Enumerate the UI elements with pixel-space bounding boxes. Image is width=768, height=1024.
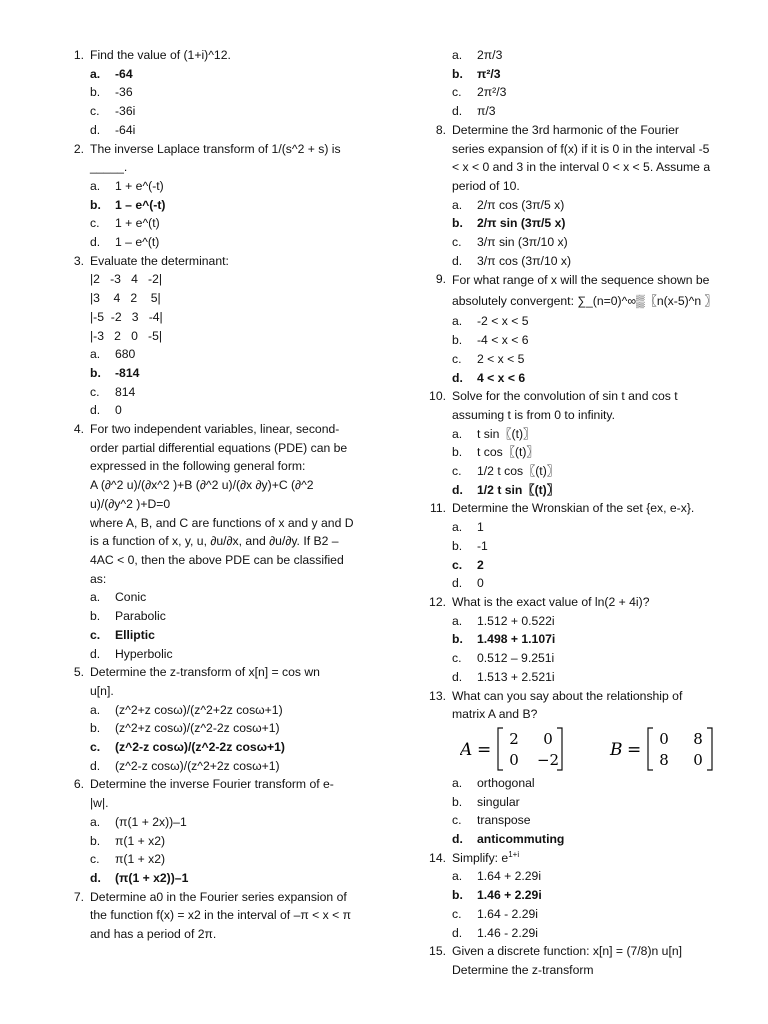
matrix-cell: 8 bbox=[659, 750, 669, 769]
answer-options bbox=[62, 813, 362, 888]
option-text: 3/π cos (3π/10 x) bbox=[477, 253, 572, 268]
answer-option bbox=[90, 869, 362, 888]
option-label: d. bbox=[452, 925, 463, 940]
option-text: -64i bbox=[115, 122, 136, 137]
option-label: d. bbox=[452, 253, 463, 268]
answer-option bbox=[452, 668, 724, 687]
question-line: the function f(x) = x2 in the interval of –π < x < π bbox=[90, 908, 352, 923]
question-line: 4AC < 0, then the above PDE can be classified bbox=[90, 552, 344, 567]
question-line: assuming t is from 0 to infinity. bbox=[452, 407, 616, 422]
answer-option bbox=[90, 757, 362, 776]
question-text bbox=[90, 663, 362, 700]
answer-option bbox=[452, 630, 724, 649]
option-text: 1 bbox=[477, 520, 484, 535]
option-label: d. bbox=[452, 576, 463, 591]
question bbox=[424, 687, 724, 724]
option-text: Parabolic bbox=[115, 609, 166, 624]
option-text: orthogonal bbox=[477, 775, 535, 790]
question-line: A (∂^2 u)/(∂x^2 )+B (∂^2 u)/(∂x ∂y)+C (∂^2 bbox=[90, 478, 314, 493]
answer-option bbox=[452, 886, 724, 905]
option-label: b. bbox=[452, 66, 463, 81]
answer-options bbox=[62, 65, 362, 140]
matrix-name: A bbox=[460, 739, 473, 760]
answer-option bbox=[452, 233, 724, 252]
option-text: (z^2-z cos⁡ω)/(z^2+2z cos⁡ω+1) bbox=[115, 758, 280, 773]
option-label: c. bbox=[452, 464, 462, 479]
option-label: b. bbox=[90, 833, 101, 848]
answer-option bbox=[90, 626, 362, 645]
answer-option bbox=[90, 813, 362, 832]
answer-option bbox=[452, 425, 724, 444]
option-text: (z^2+z cos⁡ω)/(z^2-2z cos⁡ω+1) bbox=[115, 721, 280, 736]
question bbox=[62, 775, 362, 812]
question bbox=[62, 663, 362, 700]
option-text: singular bbox=[477, 794, 520, 809]
option-label: b. bbox=[452, 333, 463, 348]
option-text: -4 < x < 6 bbox=[477, 333, 529, 348]
option-text: 4 < x < 6 bbox=[477, 370, 526, 385]
answer-options bbox=[424, 518, 724, 593]
question-number: 8. bbox=[435, 122, 446, 137]
option-text: -64 bbox=[115, 66, 133, 81]
answer-option bbox=[90, 364, 362, 383]
option-label: b. bbox=[452, 538, 463, 553]
matrix-cell: 0 bbox=[509, 750, 519, 769]
option-label: d. bbox=[452, 370, 463, 385]
question-text bbox=[452, 499, 724, 518]
option-text: 1.513 + 2.521i bbox=[477, 669, 555, 684]
question bbox=[424, 270, 724, 312]
option-text: 1.46 + 2.29i bbox=[477, 888, 542, 903]
option-text: 1 – e^(t) bbox=[115, 235, 160, 250]
option-text: 1.512 + 0.522i bbox=[477, 613, 555, 628]
answer-options bbox=[424, 196, 724, 271]
answer-options bbox=[62, 345, 362, 420]
option-text: (z^2-z cos⁡ω)/(z^2-2z cos⁡ω+1) bbox=[115, 740, 285, 755]
question-line: is a function of x, y, u, ∂u/∂x, and ∂u/∂y. If B2 – bbox=[90, 534, 339, 549]
question-line: Determine the z-transform bbox=[452, 962, 594, 977]
question-text bbox=[452, 942, 724, 979]
question-number: 3. bbox=[73, 253, 84, 268]
option-label: d. bbox=[452, 669, 463, 684]
answer-option bbox=[90, 214, 362, 233]
option-label: a. bbox=[90, 702, 101, 717]
answer-option bbox=[90, 65, 362, 84]
option-label: a. bbox=[452, 520, 463, 535]
answer-option bbox=[452, 649, 724, 668]
option-text: 1.498 + 1.107i bbox=[477, 632, 556, 647]
option-text: 1/2 t sin⁡〖(t)〗 bbox=[477, 482, 559, 497]
question-line: Given a discrete function: x[n] = (7/8)n u[n] bbox=[452, 944, 682, 959]
matrix-cell: 0 bbox=[693, 750, 703, 769]
option-label: a. bbox=[90, 178, 101, 193]
option-text: π²/3 bbox=[477, 66, 501, 81]
option-label: a. bbox=[452, 314, 463, 329]
option-text: Conic bbox=[115, 590, 147, 605]
question-line-base: Simplify: e bbox=[452, 850, 509, 865]
answer-option bbox=[452, 462, 724, 481]
option-label: b. bbox=[90, 85, 101, 100]
answer-option bbox=[452, 65, 724, 84]
question-line: For what range of x will the sequence shown be bbox=[452, 273, 710, 288]
matrix-cell: 0 bbox=[659, 729, 669, 748]
answer-options bbox=[62, 701, 362, 776]
question-text bbox=[452, 849, 724, 868]
question-number: 12. bbox=[429, 594, 446, 609]
option-label: d. bbox=[90, 870, 101, 885]
question-line: Evaluate the determinant: bbox=[90, 253, 229, 268]
option-text: -36i bbox=[115, 104, 136, 119]
question-number: 1. bbox=[73, 48, 84, 62]
matrix-bracket-left bbox=[648, 728, 653, 770]
question-line: _____. bbox=[90, 160, 128, 175]
question-line: expressed in the following general form: bbox=[90, 459, 306, 474]
answer-options bbox=[62, 177, 362, 252]
option-text: 3/π sin (3π/10 x) bbox=[477, 235, 568, 250]
question-line: |-5 -2 3 -4| bbox=[90, 309, 163, 324]
option-text: 0 bbox=[477, 576, 484, 591]
question-text bbox=[90, 775, 362, 812]
option-text: π(1 + x2) bbox=[115, 852, 166, 867]
answer-option bbox=[452, 867, 724, 886]
answer-option bbox=[90, 719, 362, 738]
question-line: matrix A and B? bbox=[452, 707, 538, 722]
answer-option bbox=[90, 738, 362, 757]
question-text bbox=[90, 888, 362, 944]
option-label: c. bbox=[452, 906, 462, 921]
question-line: < x < 0 and 3 in the interval 0 < x < 5. Assume a bbox=[452, 160, 711, 175]
question-text bbox=[452, 121, 724, 196]
option-label: a. bbox=[452, 48, 463, 62]
option-label: a. bbox=[452, 775, 463, 790]
right-column bbox=[424, 46, 724, 980]
answer-option bbox=[452, 46, 724, 65]
option-text: Elliptic bbox=[115, 627, 155, 642]
answer-option bbox=[452, 518, 724, 537]
option-text: 2π²/3 bbox=[477, 85, 507, 100]
answer-option bbox=[90, 177, 362, 196]
option-label: d. bbox=[90, 403, 101, 418]
answer-option bbox=[90, 233, 362, 252]
question bbox=[424, 499, 724, 518]
question-line: |w|. bbox=[90, 796, 109, 811]
question-line: series expansion of f(x) if it is 0 in the interval -5 bbox=[452, 141, 710, 156]
question bbox=[62, 46, 362, 65]
answer-option bbox=[452, 331, 724, 350]
question bbox=[62, 420, 362, 588]
answer-option bbox=[452, 369, 724, 388]
question-text bbox=[452, 687, 724, 724]
superscript: 1+i bbox=[508, 849, 520, 859]
answer-option bbox=[452, 312, 724, 331]
option-text: 1.64 + 2.29i bbox=[477, 869, 542, 884]
option-text: 2/π sin (3π/5 x) bbox=[477, 216, 566, 231]
question bbox=[424, 849, 724, 868]
question-number: 10. bbox=[429, 389, 446, 404]
question bbox=[424, 387, 724, 424]
question-number: 5. bbox=[73, 665, 84, 680]
answer-option bbox=[452, 350, 724, 369]
option-label: b. bbox=[452, 888, 463, 903]
option-label: c. bbox=[452, 85, 462, 100]
option-label: c. bbox=[452, 557, 463, 572]
answer-option bbox=[452, 537, 724, 556]
option-label: b. bbox=[452, 445, 463, 460]
option-text: 0.512 – 9.251i bbox=[477, 651, 555, 666]
option-label: c. bbox=[90, 216, 100, 231]
question-line: Determine the z-transform of x[n] = cos wn bbox=[90, 665, 320, 680]
option-text: t cos⁡〖(t)〗 bbox=[477, 445, 539, 460]
question-line: and has a period of 2π. bbox=[90, 927, 217, 942]
answer-option bbox=[452, 612, 724, 631]
left-column bbox=[62, 46, 362, 944]
answer-option bbox=[90, 850, 362, 869]
option-label: d. bbox=[452, 832, 463, 847]
question bbox=[424, 121, 724, 196]
question-line: Determine the Wronskian of the set {ex, e-x}. bbox=[452, 501, 695, 516]
option-text: π(1 + x2) bbox=[115, 833, 166, 848]
option-text: -2 < x < 5 bbox=[477, 314, 529, 329]
option-text: -36 bbox=[115, 85, 133, 100]
option-label: d. bbox=[452, 482, 463, 497]
answer-option bbox=[452, 83, 724, 102]
question-line: The inverse Laplace transform of 1/(s^2 + s) is bbox=[90, 141, 341, 156]
option-text: 680 bbox=[115, 347, 136, 362]
answer-option bbox=[452, 102, 724, 121]
option-label: c. bbox=[90, 627, 101, 642]
option-text: 1.64 - 2.29i bbox=[477, 906, 538, 921]
option-text: (π(1 + 2x))–1 bbox=[115, 814, 187, 829]
matrix-cell: 0 bbox=[543, 729, 553, 748]
option-text: 2 < x < 5 bbox=[477, 351, 525, 366]
option-label: a. bbox=[452, 869, 463, 884]
question-line: |-3 2 0 -5| bbox=[90, 328, 163, 343]
option-label: b. bbox=[90, 197, 101, 212]
question bbox=[62, 252, 362, 346]
question-line: u)/(∂y^2 )+D=0 bbox=[90, 496, 171, 511]
answer-option bbox=[452, 252, 724, 271]
option-text: 1.46 - 2.29i bbox=[477, 925, 538, 940]
answer-option bbox=[452, 774, 724, 793]
equals-sign: = bbox=[627, 739, 642, 760]
question-text bbox=[452, 270, 724, 312]
question-text bbox=[452, 593, 724, 612]
option-label: c. bbox=[90, 852, 100, 867]
answer-options bbox=[424, 425, 724, 500]
question-number: 11. bbox=[429, 501, 446, 516]
answer-option bbox=[90, 645, 362, 664]
question-number: 4. bbox=[73, 422, 84, 437]
matrix-bracket-right bbox=[707, 728, 712, 770]
answer-options bbox=[424, 612, 724, 687]
answer-options bbox=[62, 588, 362, 663]
option-label: a. bbox=[90, 347, 101, 362]
question-line: u[n]. bbox=[90, 683, 114, 698]
option-label: c. bbox=[90, 740, 101, 755]
option-label: c. bbox=[90, 104, 100, 119]
option-label: b. bbox=[90, 609, 101, 624]
question-line: What is the exact value of ln(2 + 4i)? bbox=[452, 594, 650, 609]
question-line: |2 -3 4 -2| bbox=[90, 272, 163, 287]
question-line: Solve for the convolution of sin t and cos t bbox=[452, 389, 678, 404]
answer-option bbox=[452, 924, 724, 943]
question bbox=[424, 593, 724, 612]
matrix-cell: 8 bbox=[693, 729, 703, 748]
question-text bbox=[90, 420, 362, 588]
question-line: order partial differential equations (PDE) can be bbox=[90, 440, 348, 455]
answer-option bbox=[452, 214, 724, 233]
question-line: What can you say about the relationship of bbox=[452, 688, 683, 703]
question-text bbox=[90, 252, 362, 346]
question-line: as: bbox=[90, 571, 107, 586]
option-label: d. bbox=[90, 122, 101, 137]
question bbox=[62, 140, 362, 177]
answer-option bbox=[452, 556, 724, 575]
answer-option bbox=[90, 196, 362, 215]
option-text: 2π/3 bbox=[477, 48, 503, 62]
answer-option bbox=[90, 832, 362, 851]
question-line: period of 10. bbox=[452, 178, 520, 193]
answer-option bbox=[90, 83, 362, 102]
question-number: 14. bbox=[429, 850, 446, 865]
answer-options bbox=[424, 867, 724, 942]
question bbox=[62, 888, 362, 944]
question-line: Determine the inverse Fourier transform of e- bbox=[90, 777, 334, 792]
answer-option bbox=[452, 905, 724, 924]
option-text: 1 + e^(t) bbox=[115, 216, 160, 231]
option-text: (π(1 + x2))–1 bbox=[115, 870, 189, 885]
option-text: anticommuting bbox=[477, 832, 565, 847]
answer-option bbox=[452, 574, 724, 593]
question-text bbox=[90, 46, 362, 65]
matrix-cell: 2 bbox=[509, 729, 519, 748]
answer-option bbox=[90, 102, 362, 121]
question-number: 15. bbox=[429, 944, 446, 959]
question-line: Determine a0 in the Fourier series expansion of bbox=[90, 889, 347, 904]
option-text: Hyperbolic bbox=[115, 646, 173, 661]
question bbox=[424, 942, 724, 979]
question-line: absolutely convergent: ∑_(n=0)^∞▒〖n(x-5)^n 〗 bbox=[452, 294, 717, 309]
answer-options bbox=[424, 774, 724, 849]
option-label: a. bbox=[90, 66, 101, 81]
question-line: |3 4 2 5| bbox=[90, 291, 161, 306]
answer-option bbox=[90, 121, 362, 140]
option-label: d. bbox=[452, 104, 463, 119]
answer-options bbox=[424, 46, 724, 121]
question-line bbox=[452, 849, 724, 868]
option-label: d. bbox=[90, 235, 101, 250]
answer-option bbox=[90, 701, 362, 720]
question-text bbox=[452, 387, 724, 424]
option-label: a. bbox=[452, 613, 463, 628]
option-label: c. bbox=[452, 813, 462, 828]
answer-option bbox=[452, 443, 724, 462]
question-line: where A, B, and C are functions of x and y and D bbox=[90, 515, 354, 530]
option-label: a. bbox=[90, 590, 101, 605]
question-line: For two independent variables, linear, second- bbox=[90, 422, 340, 437]
option-label: c. bbox=[452, 235, 462, 250]
answer-option bbox=[90, 588, 362, 607]
answer-option bbox=[90, 607, 362, 626]
option-text: transpose bbox=[477, 813, 531, 828]
option-label: b. bbox=[452, 794, 463, 809]
option-label: b. bbox=[452, 216, 463, 231]
matrix-bracket-left bbox=[498, 728, 503, 770]
option-text: π/3 bbox=[477, 104, 496, 119]
option-text: t sin⁡〖(t)〗 bbox=[477, 426, 536, 441]
option-label: c. bbox=[452, 651, 462, 666]
option-text: 1 – e^(-t) bbox=[115, 197, 166, 212]
option-label: c. bbox=[452, 351, 462, 366]
option-text: 0 bbox=[115, 403, 122, 418]
option-text: (z^2+z cos⁡ω)/(z^2+2z cos⁡ω+1) bbox=[115, 702, 283, 717]
matrix-cell: −2 bbox=[536, 750, 560, 769]
option-label: a. bbox=[452, 426, 463, 441]
question-number: 9. bbox=[435, 272, 446, 287]
question-line: Find the value of (1+i)^12. bbox=[90, 48, 231, 62]
option-text: -814 bbox=[115, 365, 140, 380]
answer-option bbox=[452, 481, 724, 500]
option-label: c. bbox=[90, 384, 100, 399]
option-text: 814 bbox=[115, 384, 136, 399]
answer-option bbox=[452, 196, 724, 215]
answer-option bbox=[90, 383, 362, 402]
answer-option bbox=[90, 401, 362, 420]
question-text bbox=[90, 140, 362, 177]
answer-option bbox=[452, 811, 724, 830]
option-label: b. bbox=[90, 721, 101, 736]
answer-options bbox=[424, 312, 724, 387]
question-number: 2. bbox=[73, 141, 84, 156]
question-number: 13. bbox=[429, 688, 446, 703]
option-text: -1 bbox=[477, 538, 488, 553]
answer-option bbox=[452, 830, 724, 849]
option-label: b. bbox=[452, 632, 463, 647]
equals-sign: = bbox=[477, 739, 492, 760]
option-text: 2 bbox=[477, 557, 484, 572]
option-label: a. bbox=[90, 814, 101, 829]
matrix-equations bbox=[424, 724, 724, 774]
option-label: b. bbox=[90, 365, 101, 380]
matrix-name: B bbox=[610, 739, 623, 760]
option-text: 2/π cos (3π/5 x) bbox=[477, 197, 565, 212]
option-label: d. bbox=[90, 646, 101, 661]
question-line: Determine the 3rd harmonic of the Fourier bbox=[452, 122, 679, 137]
option-text: 1/2 t cos⁡〖(t)〗 bbox=[477, 464, 559, 479]
question-number: 6. bbox=[73, 777, 84, 792]
answer-option bbox=[90, 345, 362, 364]
question-number: 7. bbox=[73, 889, 84, 904]
option-text: 1 + e^(-t) bbox=[115, 178, 164, 193]
answer-option bbox=[452, 793, 724, 812]
option-label: a. bbox=[452, 197, 463, 212]
matrix-figure bbox=[460, 724, 720, 774]
option-label: d. bbox=[90, 758, 101, 773]
